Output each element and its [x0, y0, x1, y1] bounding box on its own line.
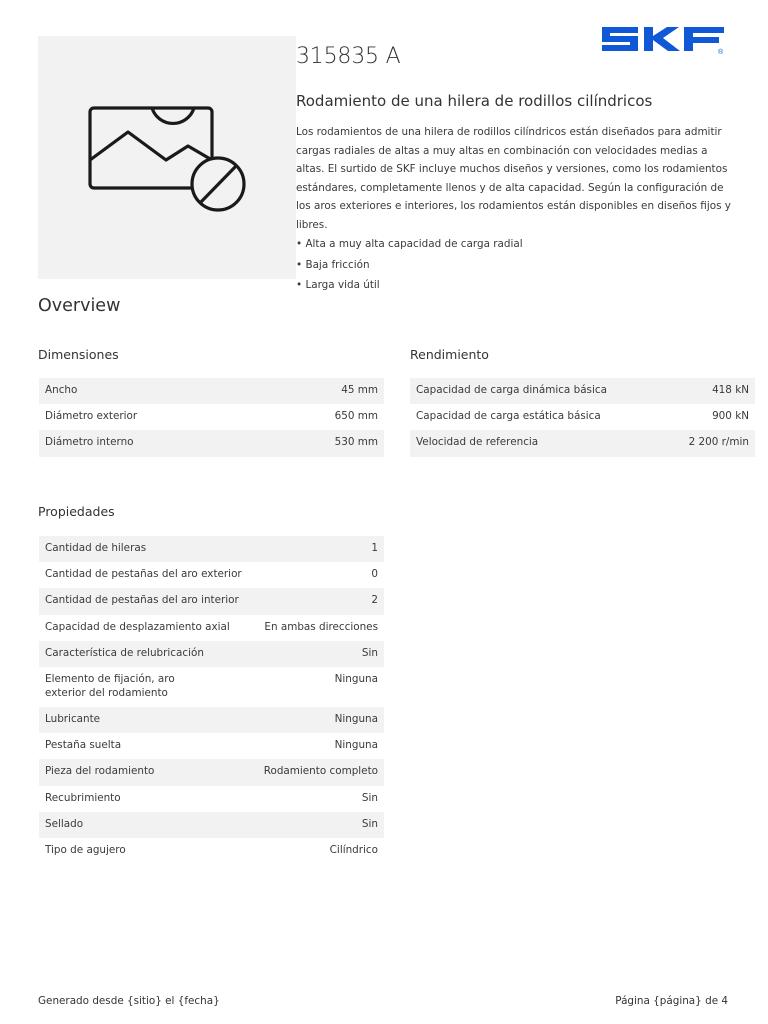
row-label: Capacidad de carga dinámica básica — [416, 384, 607, 396]
row-value: 900 kN — [712, 410, 749, 423]
row-value: Rodamiento completo — [263, 765, 378, 778]
row-label: Característica de relubricación — [45, 646, 204, 659]
dimensiones-heading: Dimensiones — [38, 347, 119, 362]
row-value: En ambas direcciones — [264, 620, 378, 633]
row-value: 530 mm — [334, 436, 378, 449]
row-value: 650 mm — [334, 410, 378, 423]
row-value: Sin — [361, 817, 378, 830]
row-label: Pestaña suelta — [45, 739, 122, 752]
row-label: Diámetro interno — [45, 436, 134, 449]
table-row — [39, 430, 384, 456]
feature-list — [296, 235, 523, 297]
table-row — [39, 759, 384, 785]
row-value: Ninguna — [334, 672, 378, 685]
image-unavailable-icon — [88, 102, 288, 252]
product-subtitle: Rodamiento de una hilera de rodillos cilíndricos — [296, 92, 653, 110]
table-row — [39, 378, 384, 404]
svg-text:®: ® — [718, 49, 724, 55]
feature-item: • Alta a muy alta capacidad de carga radial — [296, 235, 523, 256]
footer-generated: Generado desde {sitio} el {fecha} — [38, 995, 220, 1007]
footer-page-number: Página {página} de 4 — [615, 995, 728, 1007]
row-label: Ancho — [45, 384, 78, 396]
row-label: Cantidad de pestañas del aro interior — [45, 594, 239, 607]
propiedades-heading: Propiedades — [38, 504, 115, 519]
table-row — [39, 404, 384, 430]
row-label: Capacidad de desplazamiento axial — [45, 620, 230, 633]
row-label: Cantidad de hileras — [45, 542, 147, 554]
row-label: Diámetro exterior — [45, 410, 138, 423]
table-row — [39, 838, 384, 864]
table-row — [39, 812, 384, 838]
row-value: Ninguna — [334, 739, 378, 752]
feature-item: • Larga vida útil — [296, 276, 523, 297]
row-label: Recubrimiento — [45, 791, 121, 804]
row-value: 2 200 r/min — [688, 436, 749, 449]
row-label: Capacidad de carga estática básica — [416, 410, 601, 423]
table-row — [39, 588, 384, 614]
row-label: Elemento de fijación, aro exterior del rodamiento — [45, 672, 175, 699]
row-value: 418 kN — [712, 384, 749, 396]
rendimiento-heading: Rendimiento — [410, 347, 489, 362]
overview-heading: Overview — [38, 296, 121, 316]
row-label: Pieza del rodamiento — [45, 765, 155, 778]
feature-item: • Baja fricción — [296, 256, 523, 277]
row-value: 2 — [371, 594, 378, 607]
propiedades-table — [39, 536, 384, 864]
row-value: Sin — [361, 646, 378, 659]
table-row — [39, 536, 384, 562]
table-row — [39, 786, 384, 812]
table-row — [39, 733, 384, 759]
table-row — [39, 707, 384, 733]
row-value: Sin — [361, 791, 378, 804]
row-label: Velocidad de referencia — [416, 436, 539, 449]
product-code: 315835 A — [296, 44, 401, 69]
table-row — [410, 404, 755, 430]
row-value: Ninguna — [334, 712, 378, 725]
skf-logo — [600, 23, 732, 55]
product-image-placeholder — [38, 36, 296, 279]
row-value: 45 mm — [341, 384, 378, 396]
row-label: Sellado — [45, 817, 84, 830]
table-row — [39, 615, 384, 641]
row-value: 0 — [371, 568, 378, 581]
row-label: Lubricante — [45, 712, 101, 725]
rendimiento-table — [410, 378, 755, 457]
row-value: Cilíndrico — [329, 843, 378, 856]
table-row — [39, 562, 384, 588]
table-row — [410, 430, 755, 456]
row-label: Cantidad de pestañas del aro exterior — [45, 568, 242, 581]
row-value: 1 — [371, 542, 378, 554]
table-row — [39, 641, 384, 667]
dimensiones-table — [39, 378, 384, 457]
table-row — [39, 667, 384, 707]
product-description: Los rodamientos de una hilera de rodillos cilíndricos están diseñados para admitir cargas radiales de altas a muy altas en combinación con velocidades medias a altas. El surtido de SKF incluye muchos diseños y versiones, como los rodamientos estándares, completamente llenos y de alta capacidad. Según la configuración de los aros exteriores e interiores, los rodamientos están disponibles en diseños fijos y libres. — [296, 126, 731, 231]
row-label: Tipo de agujero — [45, 843, 126, 856]
table-row — [410, 378, 755, 404]
